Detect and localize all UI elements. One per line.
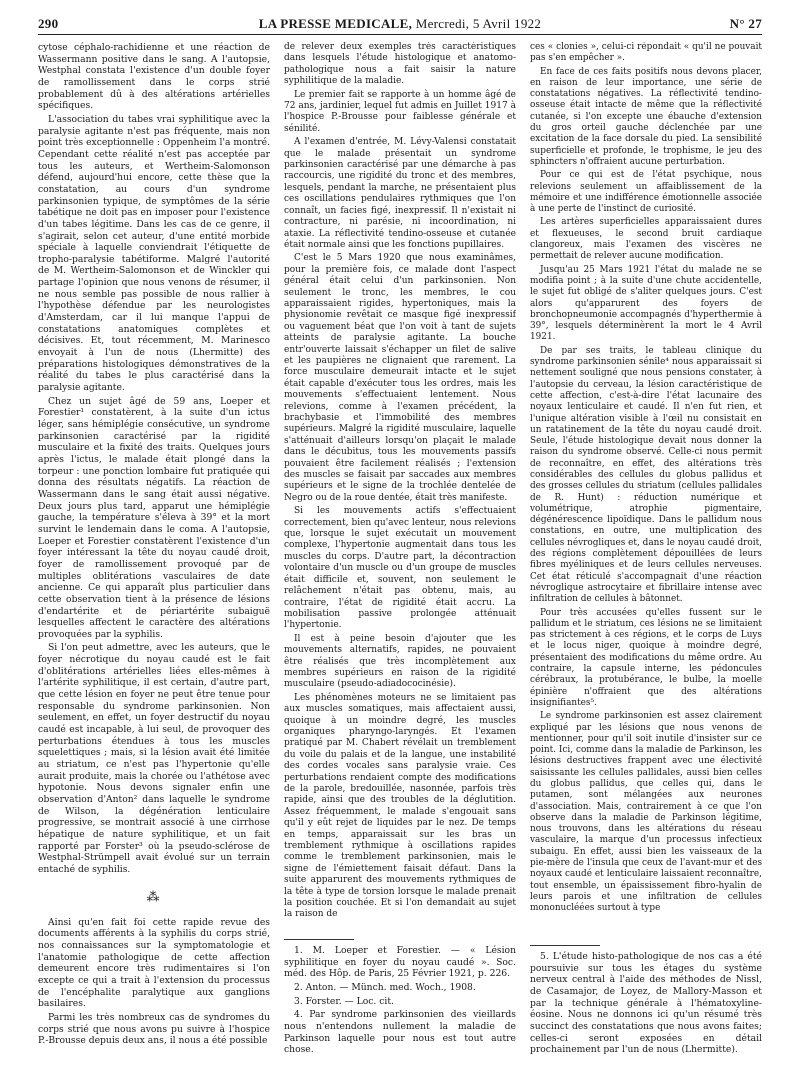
paragraph: ces « clonies », celui-ci répondait « qu'il ne pouvait pas s'en empêcher ».	[530, 42, 762, 64]
column-2	[284, 42, 516, 1072]
paragraph: Parmi les très nombreux cas de syndromes du corps strié que nous avons pu suivre à l'hospice P.-Brousse depuis deux ans, il nous a été possible	[38, 1011, 270, 1047]
paragraph: Les phénomènes moteurs ne se limitaient pas aux muscles somatiques, mais affectaient aussi, quoique à un moindre degré, les muscles organiques pharyngo-laryngés. Et l'examen pratiqué par M. Chabert révélait un tremblement du voile du palais et de la langue, une instabilité des cordes vocales sans paralysie vraie. Ces perturbations rendaient compte des modifications de la parole, bredouillée, nasonnée, parfois très rapide, ainsi que des troubles de la déglutition. Assez fréquemment, le malade s'engouait sans qu'il y eût rejet de liquides par le nez. De temps en temps, apparaissait sur les bras un tremblement rythmique à oscillations rapides comme le tremblement parkinsonien, mais le signe de l'émiettement faisait défaut. Dans la suite apparurent des mouvements rythmiques de la tête à type de torsion lorsque le malade prenait la position couchée. Et si l'on demandait au sujet la raison de	[284, 692, 516, 920]
paragraph: L'association du tabes vrai syphilitique avec la paralysie agitante n'est pas fréquente, mais non point très exceptionnelle : Oppenheim l'a montré. Cependant cette réalité n'est pas acceptée par tous les auteurs, et Wertheim-Salomonson défend, aujourd'hui encore, cette thèse que la constatation, au cours d'un syndrome parkinsonien typique, de symptômes de la série tabétique ne doit pas en imposer pour l'existence d'un tabes légitime. Dans les cas de ce genre, il s'agirait, selon cet auteur, d'une entité morbide spéciale à laquelle conviendrait l'étiquette de tropho-paralysie tabétiforme. Malgré l'autorité de M. Wertheim-Salomonson et de Winckler qui partage l'opinion que nous venons de résumer, il ne nous semble pas possible de nous rallier à l'hypothèse défendue par les neurologistes d'Amsterdam, car il lui manque l'appui de constatations anatomiques complètes et décisives. Et, tout récemment, M. Marinesco envoyait à l'un de nous (Lhermitte) des préparations histologiques démonstratives de la réalité du tabes le plus caractérisé dans la paralysie agitante.	[38, 113, 270, 394]
paragraph: Les artères superficielles apparaissaient dures et flexueuses, le second bruit cardiaque clangoreux, mais l'examen des viscères ne permettait de relever aucune modification.	[530, 217, 762, 262]
paragraph: Si l'on peut admettre, avec les auteurs, que le foyer nécrotique du noyau caudé est le fait d'oblitérations artérielles liées elles-mêmes à l'artérite syphilitique, il est certain, d'autre part, que cette lésion en foyer ne peut être tenue pour responsable du syndrome parkinsonien. Non seulement, en effet, un foyer destructif du noyau caudé est incapable, à lui seul, de provoquer des perturbations étendues à tous les muscles squelettiques ; mais, si la lésion avait été limitée au striatum, ce n'est pas l'hypertonie qu'elle aurait produite, mais la chorée ou l'athétose avec hypotonie. Nous devons signaler enfin une observation d'Anton² dans laquelle le syndrome de Wilson, la dégénération lenticulaire progressive, se montrait associé à une cirrhose hépatique de nature syphilitique, et un fait rapporté par Forster³ où la pseudo-sclérose de Westphal-Strümpell avait évolué sur un terrain entaché de syphilis.	[38, 642, 270, 875]
page-number: 290	[38, 16, 59, 31]
journal-title	[38, 16, 762, 32]
footnote-rule	[284, 939, 354, 940]
issue-number: N° 27	[729, 16, 762, 31]
footnotes-column-3	[530, 937, 762, 1058]
page-header	[38, 14, 762, 35]
paragraph: C'est le 5 Mars 1920 que nous examinâmes, pour la première fois, ce malade dont l'aspect général était celui d'un parkinsonien. Non seulement le tronc, les membres, le cou apparaissaient rigides, hypertoniques, mais la physionomie revêtait ce masque figé inexpressif ou vaguement béat que l'on voit à tant de sujets atteints de paralysie agitante. La bouche entr'ouverte laissait s'échapper un filet de salive et les paupières ne clignaient que rarement. La force musculaire demeurait intacte et le sujet était capable d'exécuter tous les ordres, mais les mouvements s'effectuaient lentement. Nous relevions, comme à l'examen précédent, la brachybasie et l'immobilité des membres supérieurs. Malgré la rigidité musculaire, laquelle s'atténuait d'ailleurs lorsqu'on plaçait le malade dans le décubitus, tous les mouvements passifs pouvaient être facilement réalisés ; l'extension des muscles se faisait par saccades aux membres supérieurs et le signe de la trochlée dentelée de Negro ou de la roue dentée, était très manifeste.	[284, 253, 516, 503]
column-3	[530, 42, 762, 1072]
footnote: 1. M. Loeper et Forestier. — « Lésion syphilitique en foyer du noyau caudé ». Soc. méd. des Hôp. de Paris, 25 Février 1921, p. 226.	[284, 945, 516, 980]
paragraph: En face de ces faits positifs nous devons placer, en raison de leur importance, une série de constatations négatives. La réflectivité tendino-osseuse était intacte de même que la réflectivité cutanée, si l'on excepte une ébauche d'extension du gros orteil gauche déclenchée par une excitation de la face dorsale du pied. La sensibilité superficielle et profonde, le trophisme, le jeu des sphincters n'offraient aucune perturbation.	[530, 66, 762, 167]
paragraph: Chez un sujet âgé de 59 ans, Loeper et Forestier¹ constatèrent, à la suite d'un ictus léger, sans hémiplégie consécutive, un syndrome parkinsonien caractérisé par la rigidité musculaire et la fixité des traits. Quelques jours après l'ictus, le malade était plongé dans la torpeur : une ponction lombaire fut pratiquée qui donna des résultats négatifs. La réaction de Wassermann dans le sang était aussi négative. Deux jours plus tard, apparut une hémiplégie gauche, la température s'éleva à 39° et la mort survint le lendemain dans le coma. A l'autopsie, Loeper et Forestier constatèrent l'existence d'un foyer intéressant la tête du noyau caudé droit, foyer de ramollissement provoqué par de multiples oblitérations vasculaires de date ancienne. Ce qui apparaît plus particulier dans cette observation tient à la présence de lésions d'endartérite et de périartérite subaiguë lesquelles affectent le caractère des altérations provoquées par la syphilis.	[38, 395, 270, 640]
paragraph: cytose céphalo-rachidienne et une réaction de Wassermann positive dans le sang. A l'autopsie, Westphal constata l'existence d'un double foyer de ramollissement dans le corps strié probablement dû à des altérations artérielles spécifiques.	[38, 42, 270, 112]
newspaper-page	[38, 14, 762, 1074]
paragraph: A l'examen d'entrée, M. Lévy-Valensi constatait que le malade présentait un syndrome parkinsonien caractérisé par une démarche à pas raccourcis, une rigidité du tronc et des membres, lesquels, pendant la marche, ne présentaient plus ces oscillations pendulaires rythmiques que l'on connaît, un facies figé, inexpressif. Il n'existait ni contracture, ni parésie, ni incoordination, ni ataxie. La réflectivité tendino-osseuse et cutanée était normale ainsi que les fonctions pupillaires.	[284, 137, 516, 250]
column-1	[38, 42, 270, 1072]
article-columns	[38, 42, 762, 1072]
paragraph: De par ses traits, le tableau clinique du syndrome parkinsonien sénile⁴ nous apparaissait si nettement souligné que nous pensions constater, à l'autopsie du cerveau, la lésion caractéristique de cette affection, c'est-à-dire l'état lacunaire des noyaux lenticulaire et caudé. Il n'en fut rien, et l'unique altération visible à l'œil nu consistait en un ratatinement de la tête du noyau caudé droit. Seule, l'étude histologique devait nous donner la raison du syndrome observé. Celle-ci nous permit de reconnaître, en effet, des altérations très considérables des cellules du globus pallidus et des grosses cellules du striatum (cellules pallidales de R. Hunt) : réduction numérique et volumétrique, atrophie pigmentaire, dégénérescence lipoïdique. Dans le pallidum nous constations, en outre, une multiplication des cellules névrogliques et, dans le noyau caudé droit, des régions complètement dépouillées de leurs fibres myéliniques et de leurs cellules nerveuses. Cet état réticulé s'accompagnait d'une réaction névroglique astrocytaire et fibrillaire intense avec infiltration de cellules à bâtonnet.	[530, 345, 762, 605]
journal-name: LA PRESSE MEDICALE,	[258, 16, 413, 31]
paragraph: Le syndrome parkinsonien est assez clairement expliqué par les lésions que nous venons de mentionner, pour qu'il soit inutile d'insister sur ce point. Ici, comme dans la maladie de Parkinson, les lésions destructives frappent avec une électivité saisissante les cellules pallidales, aussi bien celles du globus pallidus, que celles qui, dans le putamen, sont mélangées aux neurones d'association. Mais, contrairement à ce que l'on observe dans la maladie de Parkinson légitime, nous trouvons, dans les altérations du réseau vasculaire, la marque d'un processus infectieux subaigu. En effet, aussi bien les vaisseaux de la pie-mère de l'insula que ceux de l'avant-mur et des noyaux caudé et lenticulaire laissaient reconnaître, tout ensemble, un épaississement fibro-hyalin de leurs parois et une infiltration de cellules mononucléées surtout à type	[530, 711, 762, 914]
paragraph: Il est à peine besoin d'ajouter que les mouvements alternatifs, rapides, ne pouvaient être réalisés que très incomplètement aux membres supérieurs en raison de la rigidité musculaire (pseudo-adiadococinésie).	[284, 633, 516, 690]
paragraph: Si les mouvements actifs s'effectuaient correctement, bien qu'avec lenteur, nous relevions que, lorsque le sujet exécutait un mouvement complexe, l'hypertonie augmentait dans tous les muscles du corps. D'autre part, la décontraction volontaire d'un muscle ou d'un groupe de muscles était difficile et, souvent, non seulement le relâchement n'était pas obtenu, mais, au contraire, l'état de rigidité était accru. La mobilisation passive prolongée atténuait l'hypertonie.	[284, 506, 516, 631]
footnote: 4. Par syndrome parkinsonien des vieillards nous n'entendons nullement la maladie de Parkinson laquelle pour nous est tout autre chose.	[284, 1009, 516, 1056]
footnote: 5. L'étude histo-pathologique de nos cas a été poursuivie sur tous les étages du système nerveux central à l'aide des méthodes de Nissl, de Casamajor, de Loyez, de Mallory-Masson et par la technique générale à l'hématoxyline-éosine. Nous ne donnons ici qu'un résumé très succinct des constatations que nous avons faites; celles-ci seront exposées en détail prochainement par l'un de nous (Lhermitte).	[530, 951, 762, 1056]
issue-date: Mercredi, 5 Avril 1922	[412, 16, 542, 31]
footnote-rule	[530, 945, 600, 946]
section-separator: ⁂	[146, 889, 162, 905]
footnotes-column-2	[284, 931, 516, 1058]
paragraph: Pour très accusées qu'elles fussent sur le pallidum et le striatum, ces lésions ne se limitaient pas strictement à ces régions, et le corps de Luys et le locus niger, quoique à moindre degré, présentaient des modifications du même ordre. Au contraire, la capsule interne, les pédoncules cérébraux, la protubérance, le bulbe, la moelle épinière n'offraient que des altérations insignifiantes⁵.	[530, 607, 762, 708]
footnote: 3. Forster. — Loc. cit.	[294, 995, 394, 1007]
footnote: 2. Anton. — Münch. med. Woch., 1908.	[294, 982, 476, 994]
paragraph: Pour ce qui est de l'état psychique, nous relevions seulement un affaiblissement de la mémoire et une indifférence émotionnelle associée à une perte de l'instinct de curiosité.	[530, 170, 762, 215]
paragraph: Jusqu'au 25 Mars 1921 l'état du malade ne se modifia point ; à la suite d'une chute accidentelle, le sujet fut obligé de s'aliter quelques jours. C'est alors qu'apparurent des foyers de bronchopneumonie accompagnés d'hyperthermie à 39°, lesquels déterminèrent la mort le 4 Avril 1921.	[530, 264, 762, 343]
paragraph: Ainsi qu'en fait foi cette rapide revue des documents afférents à la syphilis du corps strié, nos connaissances sur la symptomatologie et l'anatomie pathologique de cette affection demeurent encore très rudimentaires si l'on excepte ce qui a trait à l'extension du processus de l'encéphalite paralytique aux ganglions basilaires.	[38, 916, 270, 1010]
paragraph: Le premier fait se rapporte à un homme âgé de 72 ans, jardinier, lequel fut admis en Juillet 1917 à l'hospice P.-Brousse pour faiblesse générale et sénilité.	[284, 89, 516, 134]
paragraph: de relever deux exemples très caractéristiques dans lesquels l'étude histologique et anatomo-pathologique nous a fait saisir la nature syphilitique de la maladie.	[284, 42, 516, 87]
